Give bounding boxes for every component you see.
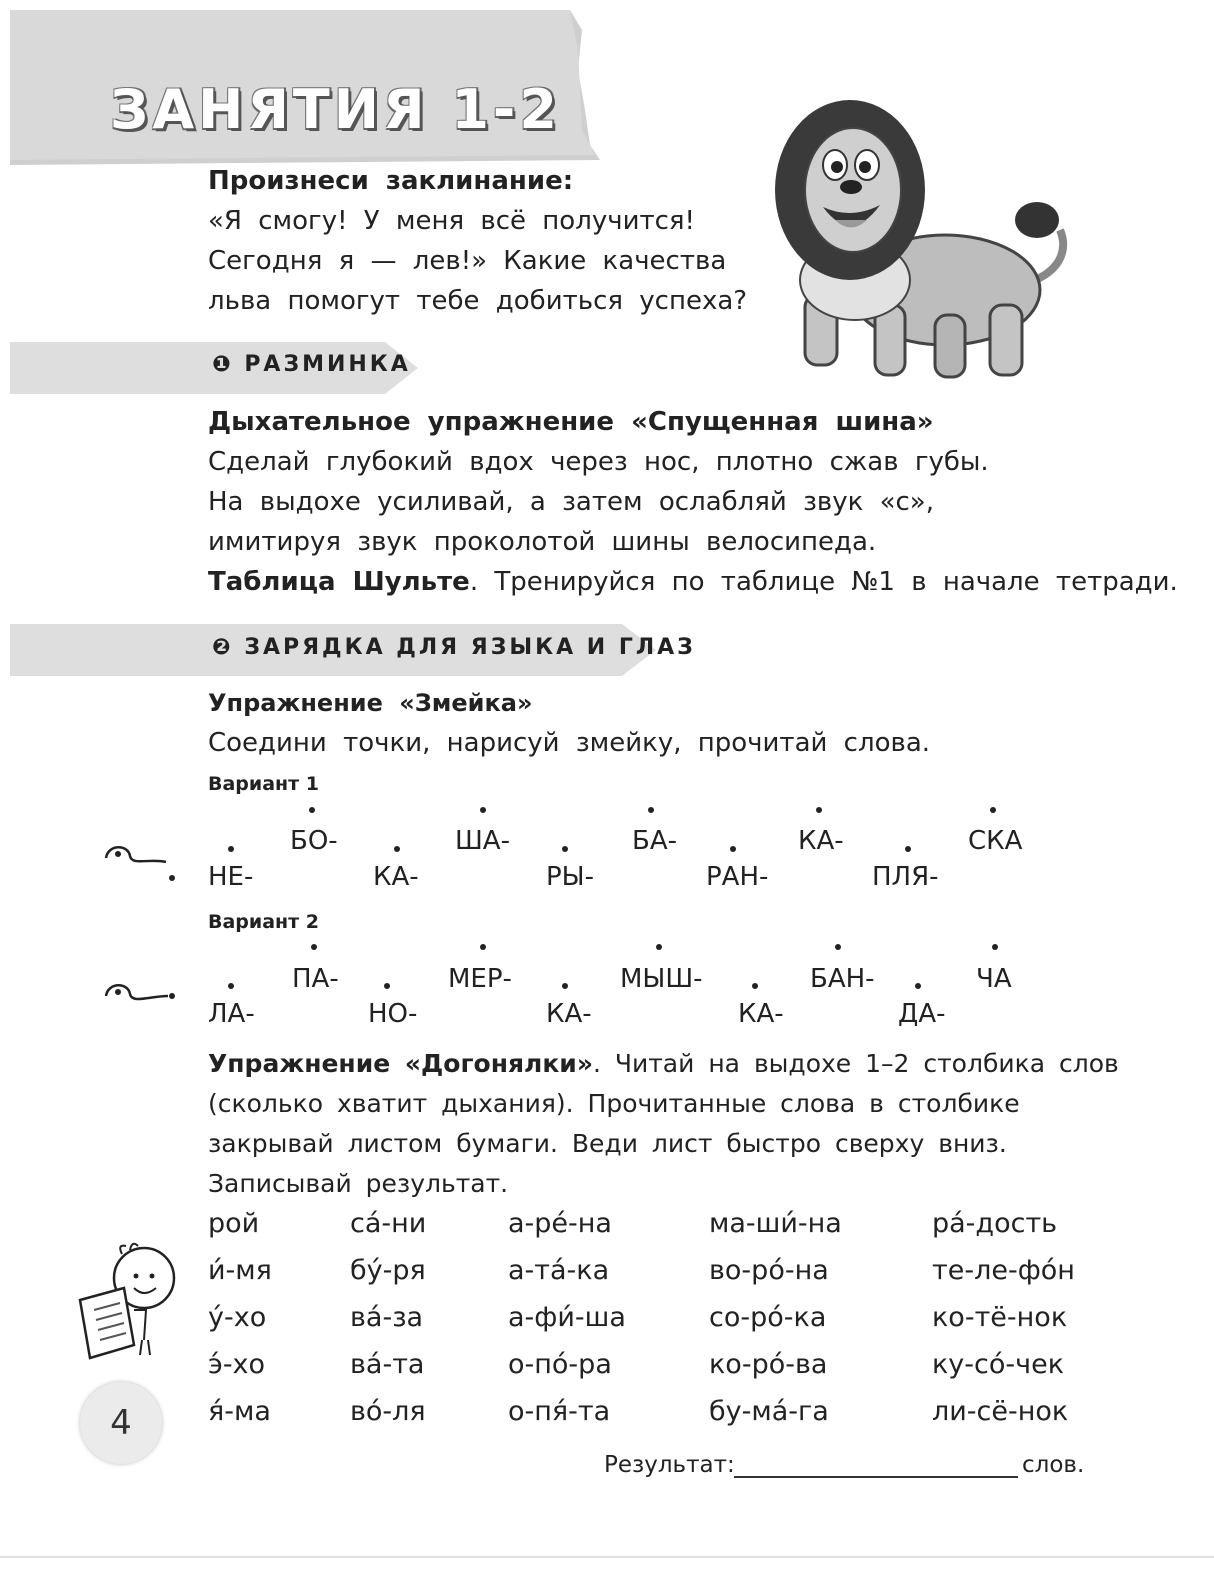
connect-dot (228, 983, 234, 989)
snake-icon (98, 836, 178, 884)
exercise-instruction: Соедини точки, нарисуй змейку, прочитай слова. (208, 728, 931, 758)
snake-icon (98, 974, 178, 1014)
reading-word: бу́-ря (350, 1255, 426, 1286)
reading-word: а-фи́-ша (508, 1302, 626, 1333)
result-label: Результат: (604, 1452, 735, 1478)
section-label: РАЗМИНКА (244, 352, 411, 377)
variant-label: Вариант 1 (208, 773, 320, 795)
connect-dot (992, 944, 998, 950)
connect-dot (915, 983, 921, 989)
syllable: ЧА (976, 964, 1012, 994)
connect-dot (311, 944, 317, 950)
reading-word: ко-ро́-ва (709, 1349, 828, 1380)
syllable: БО- (290, 826, 338, 856)
section-number: ❶ (212, 352, 234, 377)
page-divider (0, 1556, 1214, 1558)
connect-dot (990, 807, 996, 813)
syllable: ПА- (292, 964, 339, 994)
catchup-line: (сколько хватит дыхания). Прочитанные слова в столбике (208, 1089, 1020, 1118)
connect-dot (730, 846, 736, 852)
reading-word: во́-ля (350, 1396, 426, 1427)
exercise-title: Упражнение «Змейка» (208, 689, 533, 717)
syllable: КА- (373, 862, 419, 892)
reading-word: ко-тё-нок (932, 1302, 1068, 1333)
section-title (212, 635, 696, 660)
intro-line: «Я смогу! У меня всё получится! (208, 206, 695, 236)
connect-dot (309, 807, 315, 813)
result-unit: слов. (1022, 1452, 1085, 1478)
page-number: 4 (80, 1382, 162, 1464)
connect-dot (480, 944, 486, 950)
connect-dot (562, 846, 568, 852)
reading-word: са́-ни (350, 1208, 427, 1239)
girl-reading-illustration (72, 1240, 187, 1360)
syllable: НО- (368, 999, 418, 1029)
connect-dot (905, 846, 911, 852)
reading-word: ма-ши́-на (709, 1208, 842, 1239)
page-title: ЗАНЯТИЯ 1-2 (110, 78, 561, 141)
reading-word: ва́-за (350, 1302, 424, 1333)
syllable: СКА (968, 826, 1023, 856)
connect-dot (816, 807, 822, 813)
section-label: ЗАРЯДКА ДЛЯ ЯЗЫКА И ГЛАЗ (244, 635, 696, 660)
reading-word: я́-ма (208, 1396, 271, 1427)
reading-word: со-ро́-ка (709, 1302, 827, 1333)
exercise-line: Сделай глубокий вдох через нос, плотно сжав губы. (208, 447, 989, 477)
syllable: ДА- (898, 999, 946, 1029)
reading-word: бу-ма́-га (709, 1396, 829, 1427)
connect-dot (656, 944, 662, 950)
syllable: КА- (546, 999, 592, 1029)
reading-word: ку-со́-чек (932, 1349, 1065, 1380)
catchup-line (208, 1044, 1119, 1084)
schulte-text: . Тренируйся по таблице №1 в начале тетради. (469, 567, 1178, 597)
connect-dot (562, 983, 568, 989)
syllable: МЫШ- (620, 964, 703, 994)
result-input-line[interactable] (734, 1476, 1018, 1478)
syllable: ЛА- (208, 999, 255, 1029)
catchup-line: закрывай листом бумаги. Веди лист быстро сверху вниз. (208, 1129, 1007, 1158)
exercise-line: На выдохе усиливай, а затем ослабляй звук «с», (208, 487, 934, 517)
reading-word: ли-сё-нок (932, 1396, 1069, 1427)
catchup-title: Упражнение «Догонялки» (208, 1049, 593, 1078)
reading-word: о-по́-ра (508, 1349, 612, 1380)
intro-heading: Произнеси заклинание: (208, 166, 574, 196)
reading-word: а-та́-ка (508, 1255, 610, 1286)
reading-word: о-пя́-та (508, 1396, 611, 1427)
syllable: ПЛЯ- (872, 862, 939, 892)
intro-line: Сегодня я — лев!» Какие качества (208, 246, 727, 276)
syllable: РЫ- (546, 862, 595, 892)
connect-dot (835, 944, 841, 950)
syllable: НЕ- (208, 862, 254, 892)
reading-word: ва́-та (350, 1349, 425, 1380)
syllable: ША- (455, 826, 510, 856)
syllable: РАН- (706, 862, 769, 892)
catchup-line: Записывай результат. (208, 1169, 509, 1198)
connect-dot (480, 807, 486, 813)
connect-dot (648, 807, 654, 813)
intro-line: льва помогут тебе добиться успеха? (208, 286, 748, 316)
exercise-title: Дыхательное упражнение «Спущенная шина» (208, 407, 934, 437)
reading-word: ра́-дость (932, 1208, 1058, 1239)
schulte-line (208, 562, 1178, 602)
connect-dot (384, 983, 390, 989)
reading-word: а-ре́-на (508, 1208, 612, 1239)
syllable: МЕР- (448, 964, 512, 994)
lion-illustration (775, 95, 1085, 390)
reading-word: и́-мя (208, 1255, 272, 1286)
syllable: КА- (798, 826, 844, 856)
section-number: ❷ (212, 635, 234, 660)
connect-dot (394, 846, 400, 852)
connect-dot (228, 846, 234, 852)
reading-word: во-ро́-на (709, 1255, 829, 1286)
syllable: БА- (632, 826, 678, 856)
reading-word: у́-хо (208, 1302, 267, 1333)
catchup-text: . Читай на выдохе 1–2 столбика слов (592, 1049, 1119, 1078)
variant-label: Вариант 2 (208, 911, 320, 933)
syllable: КА- (738, 999, 784, 1029)
syllable: БАН- (810, 964, 875, 994)
reading-word: те-ле-фо́н (932, 1255, 1075, 1286)
connect-dot (752, 983, 758, 989)
reading-word: э́-хо (208, 1349, 266, 1380)
section-title (212, 352, 411, 377)
schulte-label: Таблица Шульте (208, 567, 470, 597)
exercise-line: имитируя звук проколотой шины велосипеда. (208, 527, 877, 557)
reading-word: рой (208, 1208, 260, 1239)
